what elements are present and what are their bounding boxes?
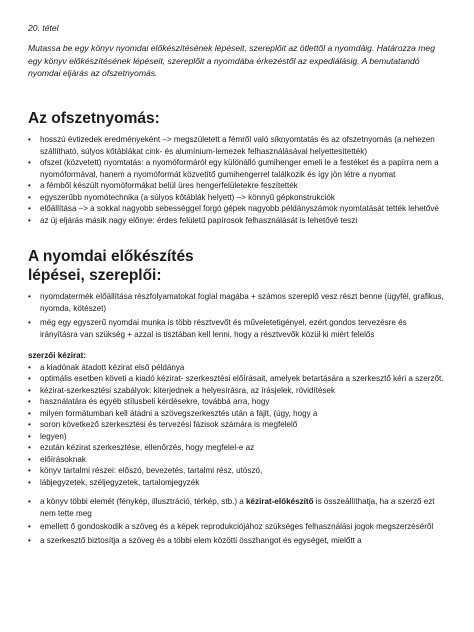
list-item: • előállítása –> a sokkal nagyobb sebességgel forgó gépek nagyobb példányszámok nyomtatását tették lehetővé	[28, 203, 446, 214]
list-item: • legyen)	[28, 431, 446, 442]
text-segment: a szerkesztő biztosítja a szöveg és a többi elem közötti összhangot és egységet, mielőtt a	[40, 535, 362, 545]
list-item: • még egy egyszerű nyomdai munka is több résztvevőt és műveletetigényel, ezért gondos tervezésre és irányításra van szükség + azzal is tisztában kell lenni, hogy a résztvevők közül ki miért felelős	[28, 317, 446, 340]
heading-line-1: A nyomdai előkészítés	[28, 248, 194, 266]
text-segment: emellett ő gondoskodik a szöveg és a képek reprodukciójához szükséges felhasználási jogok megszerzéséről	[40, 522, 434, 532]
list-item	[28, 496, 446, 519]
list-item: • nyomdatermék előállítása részfolyamatokat foglal magába + számos szereplő vesz részt benne (ügyfél, grafikus, nyomda, kötészet)	[28, 291, 446, 314]
list-item: • kézirat-szerkesztési szabályok: kiterjednek a helyesírásra, az írásjelek, rövidítések	[28, 385, 446, 396]
list-item: • használatára és egyéb stílusbeli kérdésekre, továbbá arra, hogy	[28, 396, 446, 407]
offset-bullet-list	[28, 134, 446, 226]
list-item: • előírásoknak	[28, 454, 446, 465]
subheading-manuscript: szerzői kézirat:	[28, 351, 87, 361]
list-item: • optimális esetben követi a kiadó kézirat- szerkesztési előírásait, amelyek betartására a szerkesztő kéri a szerzőt.	[28, 373, 446, 384]
prepress-bullet-list	[28, 291, 446, 340]
exam-topic-number: 20. tétel	[28, 23, 59, 33]
list-item	[28, 535, 446, 546]
text-segment: is összeállíthatja, ha a szerző ezt nem tette meg	[40, 497, 435, 518]
list-item: • könyv tartalmi részei: előszó, bevezetés, tartalmi rész, utószó,	[28, 465, 446, 476]
list-item: • ofszet (közvetett) nyomtatás: a nyomóformáról egy különálló gumihenger emeli le a festéket és a papírra nem a nyomóformával, hanem a nyomóformát közvetítő gumihengerrel találkozik és így jön létre a nyomat	[28, 157, 446, 180]
list-item: • a kiadónak átadott kézirat első példánya	[28, 362, 446, 373]
list-item: • soron következő szerkesztési és tervezési fázisok számára is megfelelő	[28, 419, 446, 430]
section-heading-offset: Az ofszetnyomás:	[28, 109, 160, 127]
list-item: • hosszú évtizedek eredményeként –> megszületett a fémről való síknyomtatás és az ofszetnyomás (a nehezen szállítható, súlyos kőtáblákat cink- és alumínium-lemezek felhasználásával helyettesítették)	[28, 134, 446, 157]
heading-line-2: lépései, szereplői:	[28, 266, 162, 284]
editor-bullet-list	[28, 496, 446, 546]
list-item	[28, 521, 446, 532]
manuscript-bullet-list	[28, 362, 446, 488]
list-item: • lábjegyzetek, széljegyzetek, tartalomjegyzék	[28, 477, 446, 488]
list-item: • a fémből készült nyomóformákat belül üres hengerfelületekre feszítették	[28, 180, 446, 191]
task-description: Mutassa be egy könyv nyomdai előkészítésének lépéseit, szereplőit az ötlettől a nyomdáig. Határozza meg egy könyv előkészítésének lépéseit, szereplőit a nyomdába érkezéstől az expediálásig. A bemutatandó nyomdai eljárás az ofszetnyomás.	[28, 43, 435, 79]
section-heading-prepress	[28, 248, 446, 285]
list-item: • ezután kézirat szerkesztése, ellenőrzés, hogy megfelel-e az	[28, 442, 446, 453]
bold-term: kézirat-előkészítő	[246, 497, 314, 507]
text-segment: a könyv többi elemét (fénykép, illusztráció, térkép, stb.) a	[40, 497, 247, 507]
list-item: • milyen formátumban kell átadni a szövegszerkesztés után a fájlt, (úgy, hogy a	[28, 408, 446, 419]
list-item: • az új eljárás másik nagy előnye: érdes felületű papírosok felhasználását is lehetővé teszi	[28, 215, 446, 226]
list-item: • egyszerűbb nyomótechnika (a súlyos kőtáblák helyett) –> könnyű gépkonstrukciók	[28, 192, 446, 203]
